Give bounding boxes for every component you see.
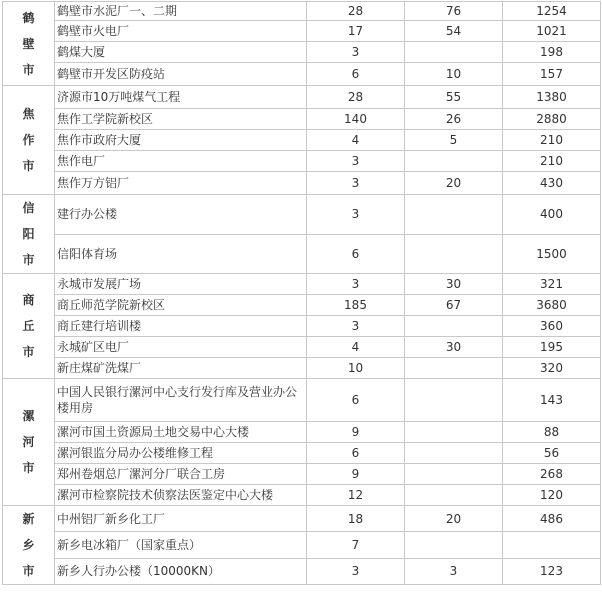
count-c-cell: 56 — [503, 443, 601, 464]
project-name-cell: 鹤煤大厦 — [55, 42, 307, 63]
count-a-cell: 140 — [307, 109, 405, 130]
table-row — [3, 274, 601, 295]
project-table-body — [3, 2, 601, 585]
count-c-cell: 88 — [503, 422, 601, 443]
project-name-cell: 鹤壁市火电厂 — [55, 21, 307, 42]
table-row — [3, 2, 601, 21]
table-row — [3, 485, 601, 506]
project-name-cell: 永城矿区电厂 — [55, 337, 307, 358]
count-b-cell — [405, 443, 503, 464]
project-name-cell: 信阳体育场 — [55, 234, 307, 274]
count-b-cell: 26 — [405, 109, 503, 130]
city-cell — [3, 86, 55, 195]
count-a-cell: 17 — [307, 21, 405, 42]
count-a-cell: 3 — [307, 42, 405, 63]
city-char: 河 — [22, 435, 35, 449]
count-a-cell: 6 — [307, 63, 405, 86]
count-b-cell — [405, 464, 503, 485]
count-c-cell — [503, 532, 601, 558]
count-b-cell — [405, 42, 503, 63]
table-row — [3, 532, 601, 558]
count-c-cell: 1021 — [503, 21, 601, 42]
table-row — [3, 379, 601, 422]
project-name-cell: 焦作工学院新校区 — [55, 109, 307, 130]
count-c-cell: 400 — [503, 195, 601, 235]
count-c-cell: 195 — [503, 337, 601, 358]
count-c-cell: 430 — [503, 172, 601, 195]
city-char: 市 — [22, 253, 35, 267]
count-b-cell — [405, 485, 503, 506]
count-c-cell: 123 — [503, 558, 601, 584]
count-c-cell: 143 — [503, 379, 601, 422]
city-char: 市 — [22, 345, 35, 359]
project-table — [2, 1, 601, 585]
count-c-cell: 120 — [503, 485, 601, 506]
table-row — [3, 234, 601, 274]
project-name-cell: 鹤壁市开发区防疫站 — [55, 63, 307, 86]
count-b-cell — [405, 316, 503, 337]
count-a-cell: 3 — [307, 151, 405, 172]
project-name-cell: 新乡电冰箱厂（国家重点） — [55, 532, 307, 558]
count-c-cell: 1500 — [503, 234, 601, 274]
city-char: 市 — [22, 461, 35, 475]
project-name-cell: 新庄煤矿洗煤厂 — [55, 358, 307, 379]
project-name-cell: 漯河市国土资源局土地交易中心大楼 — [55, 422, 307, 443]
project-name-cell: 永城市发展广场 — [55, 274, 307, 295]
project-name-cell: 建行办公楼 — [55, 195, 307, 235]
count-c-cell: 198 — [503, 42, 601, 63]
table-row — [3, 63, 601, 86]
project-name-cell: 郑州卷烟总厂漯河分厂联合工房 — [55, 464, 307, 485]
table-row — [3, 358, 601, 379]
count-b-cell — [405, 532, 503, 558]
city-char: 焦 — [22, 107, 35, 121]
project-name-cell: 商丘建行培训楼 — [55, 316, 307, 337]
count-a-cell: 10 — [307, 358, 405, 379]
count-a-cell: 185 — [307, 295, 405, 316]
city-cell — [3, 2, 55, 86]
table-row — [3, 316, 601, 337]
count-a-cell: 3 — [307, 172, 405, 195]
count-b-cell — [405, 151, 503, 172]
count-b-cell: 55 — [405, 86, 503, 109]
count-a-cell: 3 — [307, 316, 405, 337]
table-row — [3, 422, 601, 443]
count-a-cell: 18 — [307, 506, 405, 532]
count-b-cell: 20 — [405, 506, 503, 532]
city-char: 壁 — [22, 36, 35, 51]
city-char: 市 — [22, 159, 35, 173]
city-char: 作 — [22, 133, 35, 147]
count-c-cell: 268 — [503, 464, 601, 485]
count-c-cell: 360 — [503, 316, 601, 337]
count-b-cell — [405, 195, 503, 235]
city-char: 市 — [22, 62, 35, 77]
count-c-cell: 157 — [503, 63, 601, 86]
count-c-cell: 210 — [503, 151, 601, 172]
project-name-cell: 中国人民银行漯河中心支行发行库及营业办公楼用房 — [55, 379, 307, 422]
table-row — [3, 21, 601, 42]
count-b-cell: 67 — [405, 295, 503, 316]
count-a-cell: 3 — [307, 274, 405, 295]
city-char: 阳 — [22, 227, 35, 241]
table-row — [3, 464, 601, 485]
count-c-cell: 486 — [503, 506, 601, 532]
count-b-cell: 30 — [405, 274, 503, 295]
count-c-cell: 1254 — [503, 2, 601, 21]
table-row — [3, 172, 601, 195]
table-row — [3, 558, 601, 584]
table-row — [3, 443, 601, 464]
city-char: 信 — [22, 201, 35, 215]
table-row — [3, 86, 601, 109]
count-a-cell: 6 — [307, 379, 405, 422]
table-row — [3, 295, 601, 316]
count-a-cell: 28 — [307, 2, 405, 21]
city-cell — [3, 506, 55, 585]
count-b-cell: 30 — [405, 337, 503, 358]
project-name-cell: 焦作市政府大厦 — [55, 130, 307, 151]
project-name-cell: 焦作电厂 — [55, 151, 307, 172]
count-b-cell: 54 — [405, 21, 503, 42]
count-b-cell: 10 — [405, 63, 503, 86]
city-char: 鹤 — [22, 10, 35, 25]
table-row — [3, 506, 601, 532]
project-name-cell: 鹤壁市水泥厂一、二期 — [55, 2, 307, 21]
count-c-cell: 2880 — [503, 109, 601, 130]
count-b-cell: 76 — [405, 2, 503, 21]
table-row — [3, 130, 601, 151]
count-b-cell: 3 — [405, 558, 503, 584]
count-b-cell: 20 — [405, 172, 503, 195]
city-cell — [3, 274, 55, 379]
count-a-cell: 9 — [307, 464, 405, 485]
city-cell — [3, 379, 55, 506]
count-c-cell: 210 — [503, 130, 601, 151]
table-row — [3, 195, 601, 235]
count-b-cell: 5 — [405, 130, 503, 151]
count-a-cell: 6 — [307, 234, 405, 274]
count-c-cell: 1380 — [503, 86, 601, 109]
project-name-cell: 商丘师范学院新校区 — [55, 295, 307, 316]
project-name-cell: 济源市10万吨煤气工程 — [55, 86, 307, 109]
count-b-cell — [405, 358, 503, 379]
table-row — [3, 337, 601, 358]
count-b-cell — [405, 379, 503, 422]
city-char: 新 — [22, 512, 35, 526]
table-row — [3, 109, 601, 130]
table-row — [3, 151, 601, 172]
city-char: 乡 — [22, 538, 35, 552]
count-a-cell: 7 — [307, 532, 405, 558]
city-char: 丘 — [22, 319, 35, 333]
project-name-cell: 新乡人行办公楼（10000KN） — [55, 558, 307, 584]
count-a-cell: 3 — [307, 195, 405, 235]
project-name-cell: 漯河银监分局办公楼维修工程 — [55, 443, 307, 464]
count-b-cell — [405, 422, 503, 443]
count-a-cell: 28 — [307, 86, 405, 109]
count-a-cell: 6 — [307, 443, 405, 464]
count-c-cell: 3680 — [503, 295, 601, 316]
project-name-cell: 焦作万方铝厂 — [55, 172, 307, 195]
project-name-cell: 漯河市检察院技术侦察法医鉴定中心大楼 — [55, 485, 307, 506]
city-char: 市 — [22, 564, 35, 578]
count-a-cell: 3 — [307, 558, 405, 584]
count-a-cell: 4 — [307, 337, 405, 358]
city-char: 漯 — [22, 409, 35, 423]
city-char: 商 — [22, 293, 35, 307]
count-a-cell: 9 — [307, 422, 405, 443]
project-name-cell: 中州铝厂新乡化工厂 — [55, 506, 307, 532]
count-c-cell: 321 — [503, 274, 601, 295]
count-a-cell: 4 — [307, 130, 405, 151]
count-a-cell: 12 — [307, 485, 405, 506]
count-b-cell — [405, 234, 503, 274]
count-c-cell: 320 — [503, 358, 601, 379]
city-cell — [3, 195, 55, 274]
table-row — [3, 42, 601, 63]
